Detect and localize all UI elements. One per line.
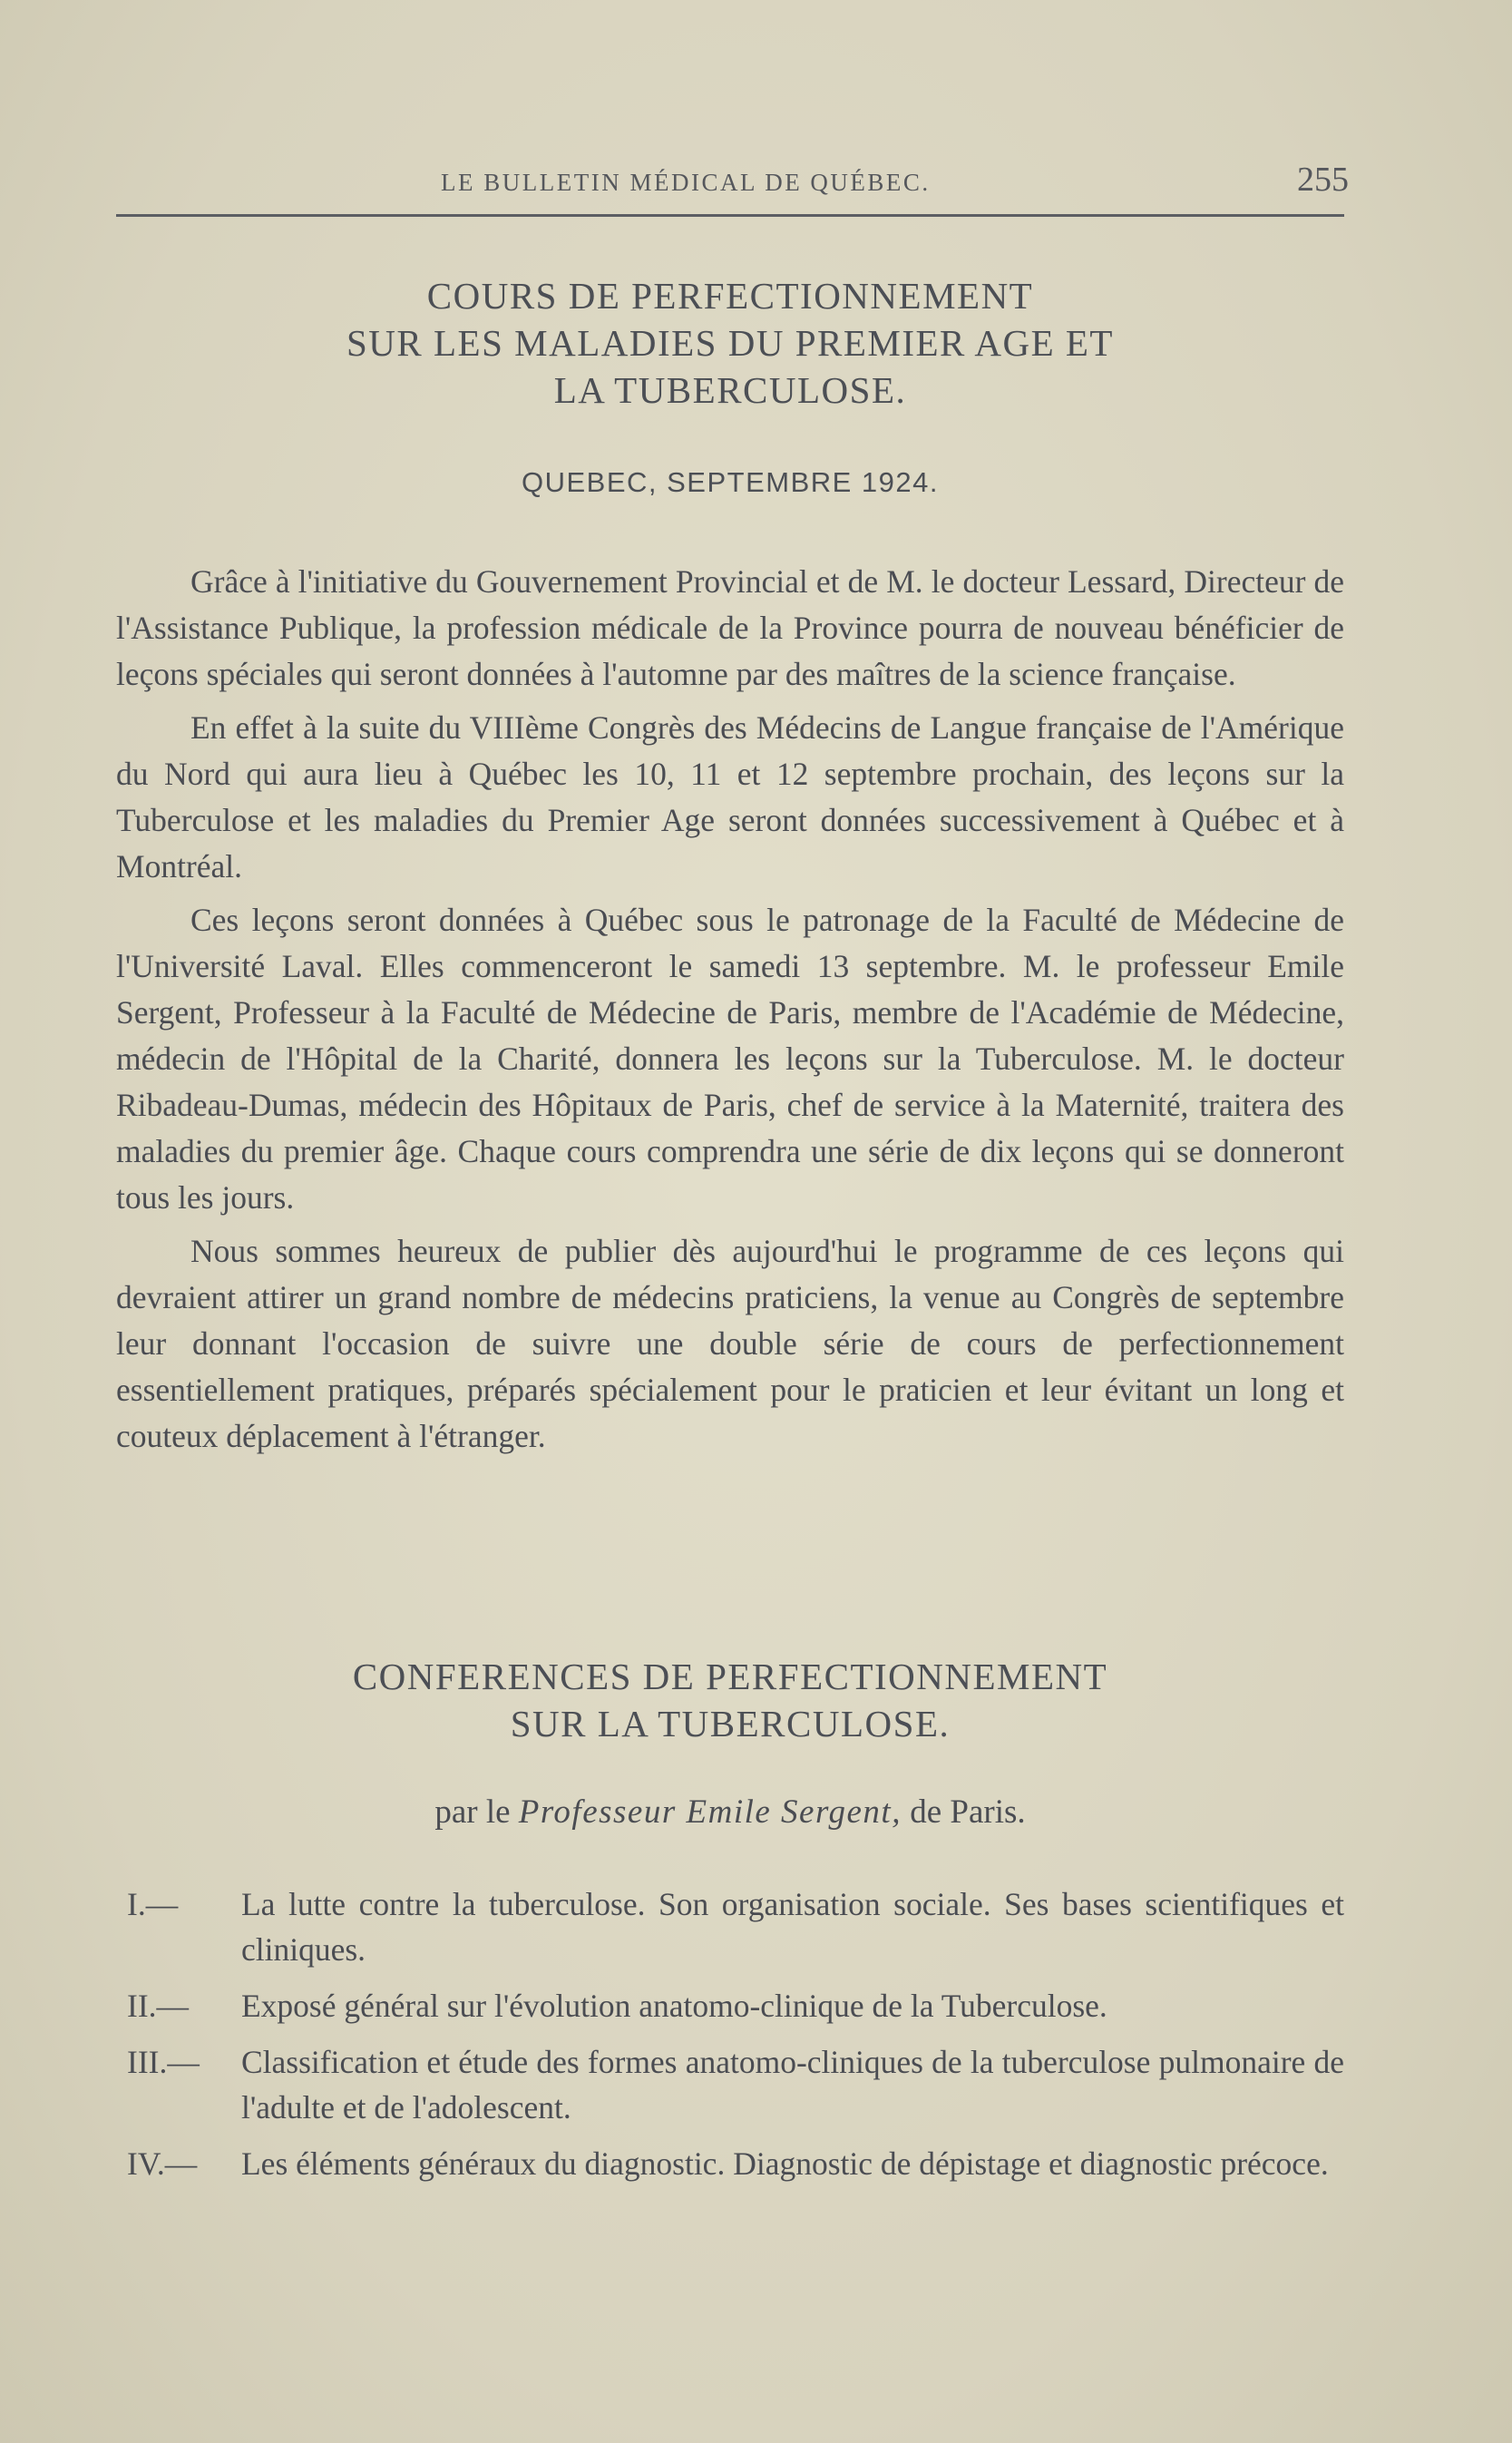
title-line: CONFERENCES DE PERFECTIONNEMENT bbox=[352, 1656, 1108, 1697]
lecture-text: Les éléments généraux du diagnostic. Diagnostic de dépistage et diagnostic précoce. bbox=[241, 2145, 1329, 2182]
byline-author: Professeur Emile Sergent, bbox=[518, 1793, 902, 1831]
title-line: SUR LA TUBERCULOSE. bbox=[510, 1703, 951, 1744]
lecture-text: Exposé général sur l'évolution anatomo-clinique de la Tuberculose. bbox=[241, 1988, 1107, 2024]
header-rule bbox=[116, 214, 1344, 217]
running-head bbox=[116, 152, 1349, 212]
title-line: SUR LES MALADIES DU PREMIER AGE ET bbox=[346, 322, 1114, 364]
article-body bbox=[116, 559, 1344, 1467]
lecture-text: La lutte contre la tuberculose. Son organisation sociale. Ses bases scientifiques et cliniques. bbox=[241, 1886, 1344, 1968]
dateline: QUEBEC, SEPTEMBRE 1924. bbox=[521, 466, 940, 498]
lecture-number: II.— bbox=[127, 1988, 190, 2024]
paragraph: Grâce à l'initiative du Gouvernement Provincial et de M. le docteur Lessard, Directeur de l'Assistance Publique, la profession médicale de la Province pourra de nouveau bénéficier de leçons spéciales qui seront données à l'automne par des maîtres de la science française. bbox=[116, 563, 1344, 692]
lecture-item bbox=[127, 2141, 1344, 2186]
lecture-list bbox=[127, 1881, 1344, 2197]
section-title-conferences bbox=[116, 1653, 1344, 1747]
byline bbox=[116, 1793, 1344, 1832]
lecture-item bbox=[127, 1881, 1344, 1972]
page-number: 255 bbox=[1297, 161, 1349, 199]
section-title-courses bbox=[116, 272, 1344, 414]
title-line: COURS DE PERFECTIONNEMENT bbox=[426, 275, 1034, 317]
journal-title: LE BULLETIN MÉDICAL DE QUÉBEC. bbox=[441, 169, 931, 196]
paragraph: Nous sommes heureux de publier dès aujourd'hui le programme de ces leçons qui devraient attirer un grand nombre de médecins praticiens, la venue au Congrès de septembre leur donnant l'occasion de suivre une double série de cours de perfectionnement essentiellement pratiques, préparés spécialement pour le praticien et leur évitant un long et couteux déplacement à l'étranger. bbox=[116, 1233, 1344, 1454]
lecture-number: III.— bbox=[127, 2044, 200, 2080]
lecture-item bbox=[127, 1983, 1344, 2028]
lecture-text: Classification et étude des formes anatomo-cliniques de la tuberculose pulmonaire de l'adulte et de l'adolescent. bbox=[241, 2044, 1344, 2125]
title-line: LA TUBERCULOSE. bbox=[553, 369, 907, 411]
byline-prefix: par le bbox=[434, 1793, 511, 1831]
lecture-number: I.— bbox=[127, 1886, 179, 1922]
lecture-number: IV.— bbox=[127, 2145, 198, 2182]
byline-suffix: de Paris. bbox=[910, 1793, 1026, 1831]
paragraph: En effet à la suite du VIIIème Congrès des Médecins de Langue française de l'Amérique du Nord qui aura lieu à Québec les 10, 11 et 12 septembre prochain, des leçons sur la Tuberculose et les maladies du Premier Age seront données successivement à Québec et à Montréal. bbox=[116, 709, 1344, 884]
paragraph: Ces leçons seront données à Québec sous le patronage de la Faculté de Médecine de l'Université Laval. Elles commenceront le samedi 13 septembre. M. le professeur Emile Sergent, Professeur à la Faculté de Médecine de Paris, membre de l'Académie de Médecine, médecin de l'Hôpital de la Charité, donnera les leçons sur la Tuberculose. M. le docteur Ribadeau-Dumas, médecin des Hôpitaux de Paris, chef de service à la Maternité, traitera des maladies du premier âge. Chaque cours comprendra une série de dix leçons qui se donneront tous les jours. bbox=[116, 902, 1344, 1216]
lecture-item bbox=[127, 2039, 1344, 2130]
